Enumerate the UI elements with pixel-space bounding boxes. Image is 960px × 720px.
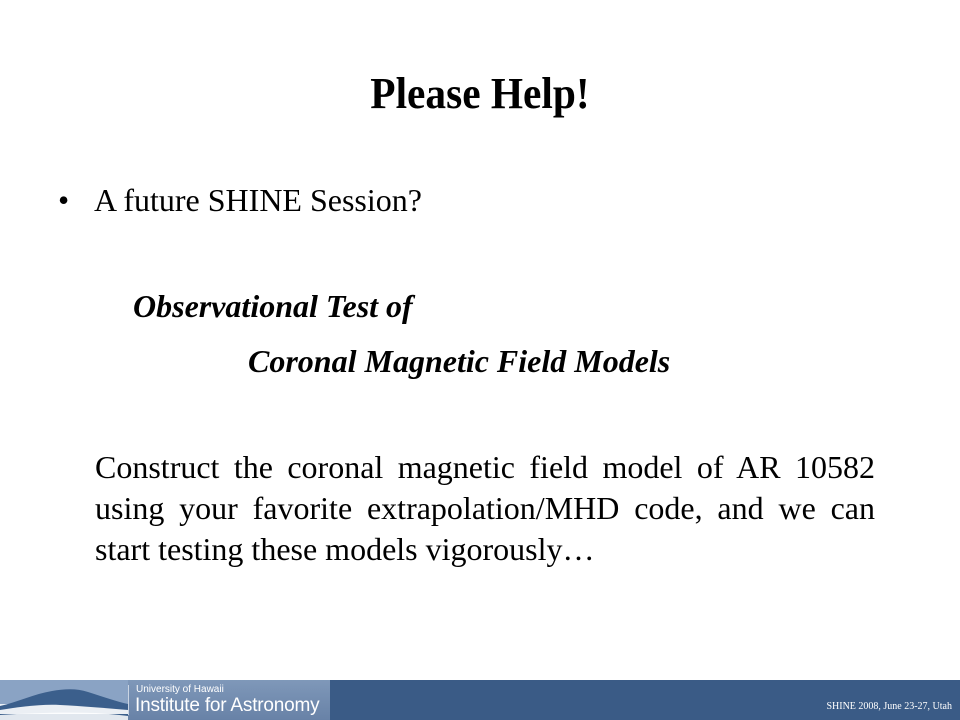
institute-name: Institute for Astronomy — [135, 695, 320, 716]
bullet-text: A future SHINE Session? — [94, 182, 422, 218]
footer-divider — [128, 685, 129, 715]
body-paragraph: Construct the coronal magnetic field model of AR 10582 using your favorite extrapolation/MHD code, and we can start testing these models vigorously… — [95, 449, 875, 567]
university-name: University of Hawaii — [136, 684, 224, 695]
session-title-line-2: Coronal Magnetic Field Models — [248, 343, 671, 379]
footer-credit: SHINE 2008, June 23-27, Utah — [826, 701, 952, 712]
slide-title: Please Help! — [370, 69, 590, 118]
footer-bar — [0, 680, 960, 720]
bullet-item — [58, 181, 422, 219]
bullet-icon: • — [58, 182, 70, 218]
footer-logo — [0, 680, 330, 720]
session-title-line-1: Observational Test of — [133, 288, 413, 324]
mauna-kea-mountain-icon — [0, 680, 128, 720]
